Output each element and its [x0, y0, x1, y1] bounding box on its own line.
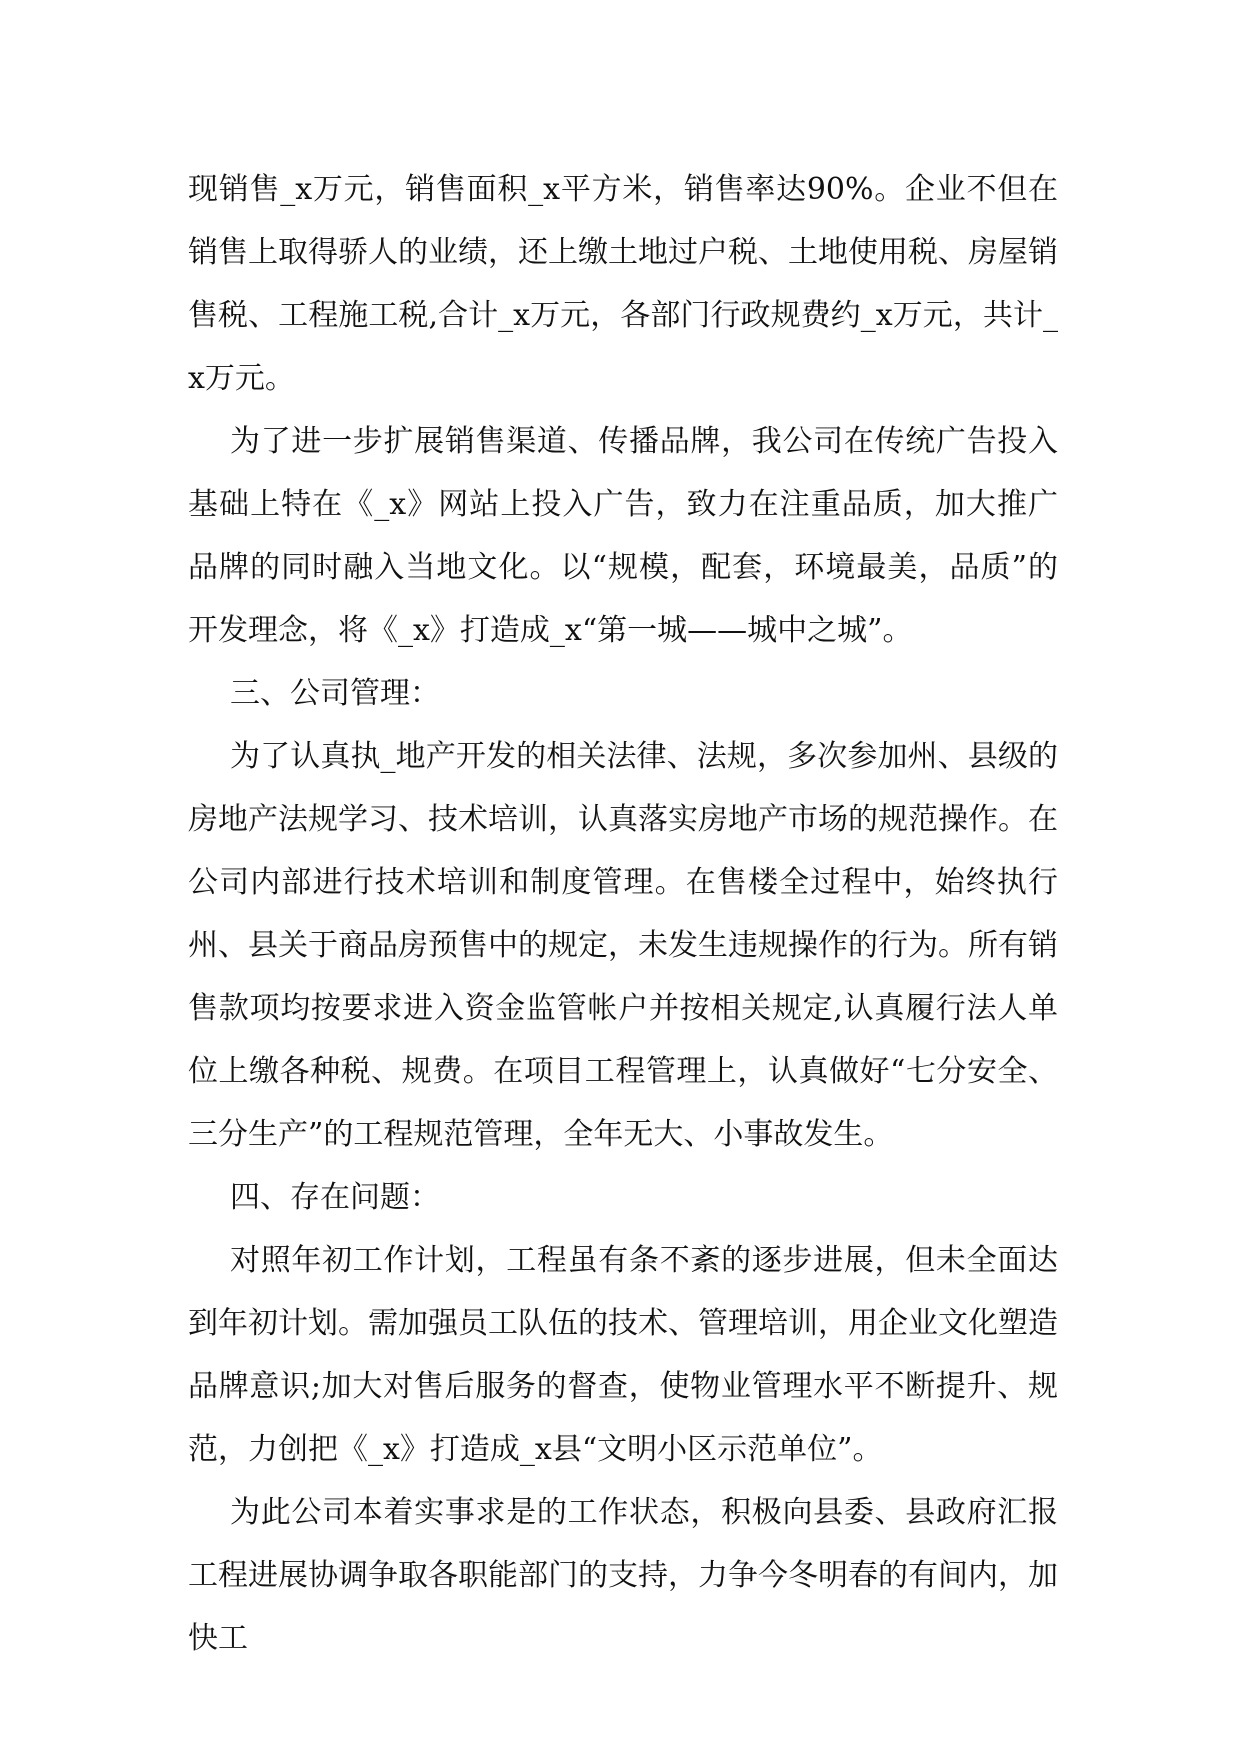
paragraph-existing-problems: 对照年初工作计划，工程虽有条不紊的逐步进展，但未全面达到年初计划。需加强员工队伍的技术、管理培训，用企业文化塑造品牌意识;加大对售后服务的督查，使物业管理水平不断提升、规范，力创把《_x》打造成_x县“文明小区示范单位”。 [188, 1243, 1058, 1467]
paragraph-company-management: 为了认真执_地产开发的相关法律、法规，多次参加州、县级的房地产法规学习、技术培训，认真落实房地产市场的规范操作。在公司内部进行技术培训和制度管理。在售楼全过程中，始终执行州、县关于商品房预售中的规定，未发生违规操作的行为。所有销售款项均按要求进入资金监管帐户并按相关规定,认真履行法人单位上缴各种税、规费。在项目工程管理上，认真做好“七分安全、三分生产”的工程规范管理，全年无大、小事故发生。 [188, 739, 1058, 1152]
section-heading-company-management: 三、公司管理： [230, 676, 440, 711]
paragraph-closing: 为此公司本着实事求是的工作状态，积极向县委、县政府汇报工程进展协调争取各职能部门的支持，力争今冬明春的有间内，加快工 [188, 1495, 1058, 1656]
section-heading-existing-problems: 四、存在问题： [230, 1180, 440, 1215]
paragraph-marketing: 为了进一步扩展销售渠道、传播品牌，我公司在传统广告投入基础上特在《_x》网站上投入广告，致力在注重品质，加大推广品牌的同时融入当地文化。以“规模，配套，环境最美，品质”的开发理念，将《_x》打造成_x“第一城——城中之城”。 [188, 424, 1058, 648]
document-body [188, 158, 1058, 1670]
paragraph-sales-summary: 现销售_x万元，销售面积_x平方米，销售率达90%。企业不但在销售上取得骄人的业绩，还上缴土地过户税、土地使用税、房屋销售税、工程施工税,合计_x万元，各部门行政规费约_x万元，共计_x万元。 [188, 172, 1058, 396]
